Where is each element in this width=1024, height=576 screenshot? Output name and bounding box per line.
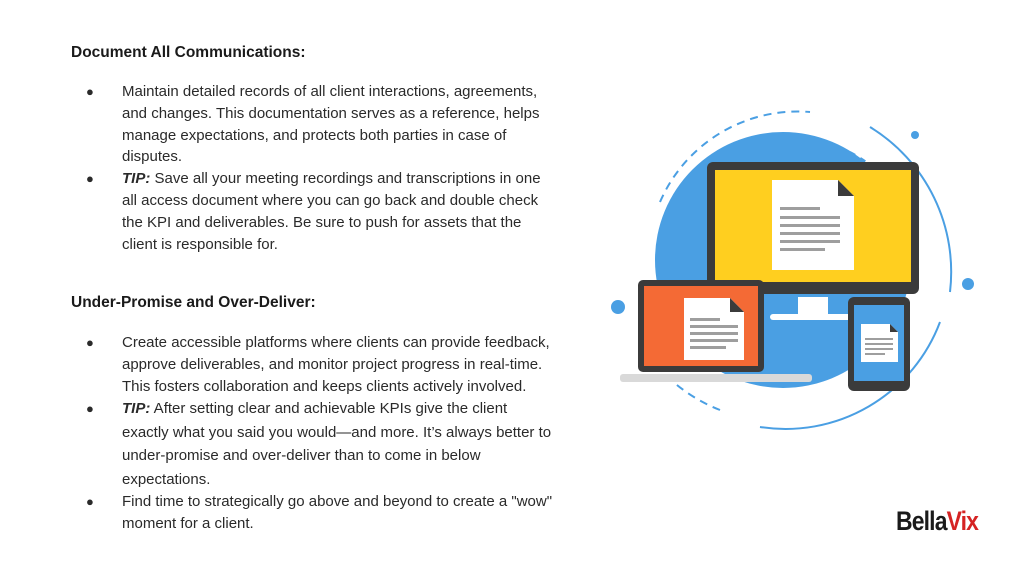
list-item: ● Maintain detailed records of all client interactions, agreements, and changes. This documentation serves as a reference, helps manage expectations, and protects both parties in case of disputes. bbox=[86, 83, 540, 166]
tablet bbox=[848, 297, 910, 391]
orbit-dot bbox=[611, 300, 625, 314]
document-bullet-list bbox=[86, 81, 556, 255]
list-item: ● Find time to strategically go above and beyond to create a "wow" moment for a client. bbox=[86, 493, 553, 533]
list-item: ● Create accessible platforms where clients can provide feedback, approve deliverables, and monitor project progress in real-time. This fosters collaboration and keeps clients actively involved. bbox=[86, 334, 550, 395]
bullet-icon: ● bbox=[86, 494, 94, 510]
bullet-icon: ● bbox=[86, 84, 94, 99]
tip-label: TIP: bbox=[122, 170, 151, 188]
orbit-dot bbox=[962, 278, 974, 290]
section-title-document: Document All Communications: bbox=[71, 44, 306, 61]
list-item: ● TIP: After setting clear and achievable KPIs give the client exactly what you said you would—and more. It’s always better to under-promise and over-deliver than to come in below expectations. bbox=[86, 397, 556, 491]
bullet-icon: ● bbox=[86, 401, 94, 417]
bullet-icon: ● bbox=[86, 171, 94, 187]
tip-label: TIP: bbox=[122, 400, 151, 418]
under-promise-bullet-list bbox=[86, 332, 556, 535]
bullet-icon: ● bbox=[86, 335, 94, 350]
devices-illustration bbox=[600, 92, 990, 452]
bellavix-logo: BellaVix bbox=[896, 506, 979, 536]
list-item: ● TIP: Save all your meeting recordings and transcriptions in one all access document where you can go back and double check the KPI and deliverables. Be sure to push for assets that the client is responsible for. bbox=[86, 170, 541, 253]
orbit-dot bbox=[911, 131, 919, 139]
section-title-under-promise: Under-Promise and Over-Deliver: bbox=[71, 294, 316, 311]
